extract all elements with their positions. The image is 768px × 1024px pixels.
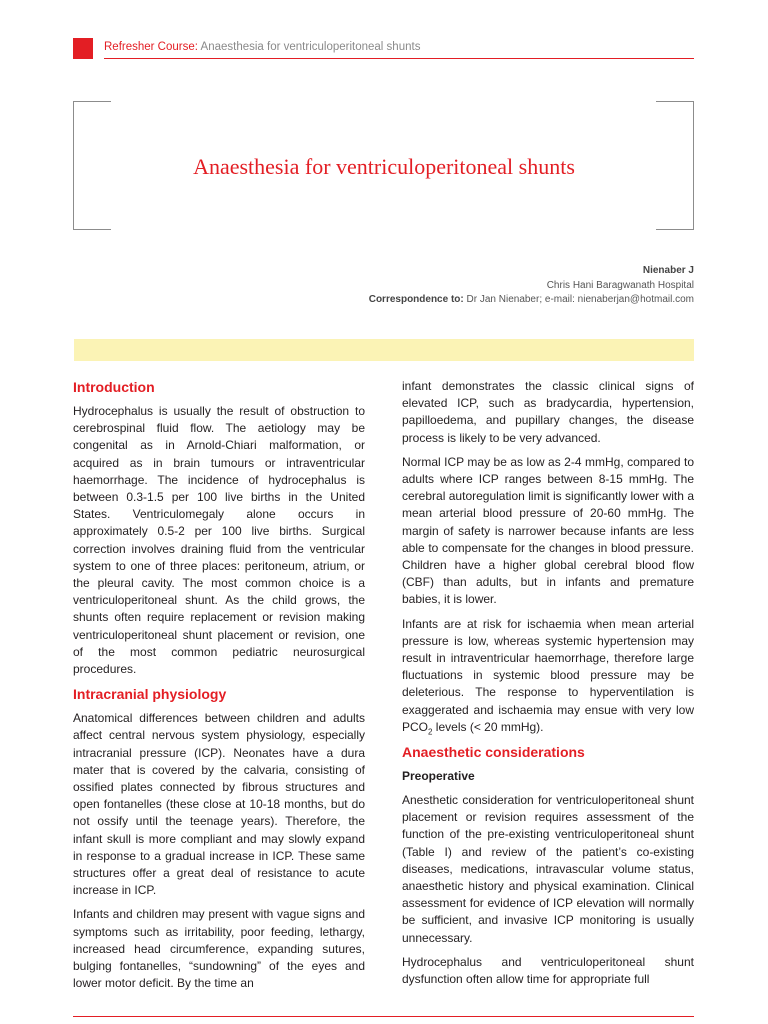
preoperative-subheading: Preoperative bbox=[402, 769, 475, 784]
right-column bbox=[402, 378, 694, 995]
author-block bbox=[369, 264, 694, 308]
pco2-subscript: 2 bbox=[428, 727, 433, 737]
physiology-paragraph-2-continued: infant demonstrates the classic clinical signs of elevated ICP, such as bradycardia, hypertension, papilloedema, and pupillary changes, the disease process is likely to be very advanced. bbox=[402, 379, 694, 445]
title-frame-left bbox=[73, 101, 111, 230]
left-column bbox=[73, 378, 365, 1000]
running-header bbox=[104, 40, 420, 54]
running-header-series: Refresher Course: bbox=[104, 41, 198, 53]
author-affiliation: Chris Hani Baragwanath Hospital bbox=[546, 279, 694, 291]
correspondence-label: Correspondence to: bbox=[368, 294, 464, 305]
correspondence-text: Dr Jan Nienaber; e-mail: nienaberjan@hotmail.com bbox=[466, 294, 694, 305]
anaesthetic-heading: Anaesthetic considerations bbox=[402, 744, 585, 761]
footer-rule bbox=[73, 1016, 694, 1017]
physiology-paragraph-4 bbox=[402, 616, 694, 736]
anaesthetic-paragraph-2: Hydrocephalus and ventriculoperitoneal shunt dysfunction often allow time for appropriate full bbox=[402, 954, 694, 987]
title-frame-right bbox=[656, 101, 694, 230]
header-marker bbox=[73, 38, 93, 59]
physiology-paragraph-1: Anatomical differences between children and adults affect central nervous system physiology, especially intracranial pressure (ICP). Neonates have a dura mater that is covered by the calvaria, consisting of ossified plates connected by fibrous structures and open fontanelles (these close at 10-18 months, but do not ossify until the teenage years). Therefore, the infant skull is more compliant and may slowly expand in response to a gradual increase in ICP. These same structures offer a great deal of resistance to acute increase in ICP. bbox=[73, 711, 365, 898]
introduction-paragraph: Hydrocephalus is usually the result of obstruction to cerebrospinal fluid flow. The aetiology may be congenital as in Arnold-Chiari malformation, or acquired as in brain tumours or intraventricular haemorrhage. The incidence of hydrocephalus is between 0.3-1.5 per 100 live births in the United States. Ventriculomegaly alone occurs in approximately 0.5-2 per 100 live births. Surgical correction involves draining fluid from the ventricular system to one of three places: peritoneum, atrium, or the pleural cavity. The most common choice is a ventriculoperitoneal shunt. As the child grows, the shunts often require replacement or revision making ventriculoperitoneal shunt placement or revision, one of the most common pediatric neurosurgical procedures. bbox=[73, 404, 365, 677]
header-rule bbox=[104, 58, 694, 59]
anaesthetic-paragraph-1: Anesthetic consideration for ventriculoperitoneal shunt placement or revision requires assessment of the function of the pre-existing ventriculoperitoneal shunt (Table I) and review of the patient’s co-existing diseases, medications, intravascular volume status, anaesthetic history and physical examination. Clinical assessment for evidence of ICP elevation will normally be sufficient, and invasive ICP monitoring is usually unnecessary. bbox=[402, 793, 694, 945]
abstract-bar bbox=[74, 339, 694, 361]
physiology-heading: Intracranial physiology bbox=[73, 686, 227, 703]
physiology-paragraph-3: Normal ICP may be as low as 2-4 mmHg, compared to adults where ICP ranges between 8-15 mmHg. The cerebral autoregulation limit is significantly lower with a mean arterial blood pressure of 20-60 mmHg. The margin of safety is narrower because infants are less able to compensate for the changes in blood pressure. Children have a higher global cerebral blood flow (CBF) than adults, but in infants and premature babies, it is lower. bbox=[402, 454, 694, 607]
physiology-paragraph-2: Infants and children may present with vague signs and symptoms such as irritability, poor feeding, lethargy, increased head circumference, expanding sutures, bulging fontanelles, “sundowning” of the eyes and lower motor deficit. By the time an bbox=[73, 907, 365, 991]
physiology-paragraph-4-text: Infants are at risk for ischaemia when mean arterial pressure is low, whereas systemic hypertension may result in intraventricular haemorrhage, therefore large fluctuations in systemic blood pressure may be deleterious. The response to hyperventilation is exaggerated and ischaemia may ensue with very low PCO bbox=[402, 616, 694, 734]
author-name: Nienaber J bbox=[642, 265, 694, 276]
correspondence-line bbox=[369, 293, 694, 308]
running-header-title: Anaesthesia for ventriculoperitoneal shunts bbox=[200, 41, 421, 53]
article-title: Anaesthesia for ventriculoperitoneal shunts bbox=[193, 154, 575, 179]
introduction-heading: Introduction bbox=[73, 379, 155, 395]
physiology-paragraph-4-tail: levels (< 20 mmHg). bbox=[432, 719, 544, 734]
